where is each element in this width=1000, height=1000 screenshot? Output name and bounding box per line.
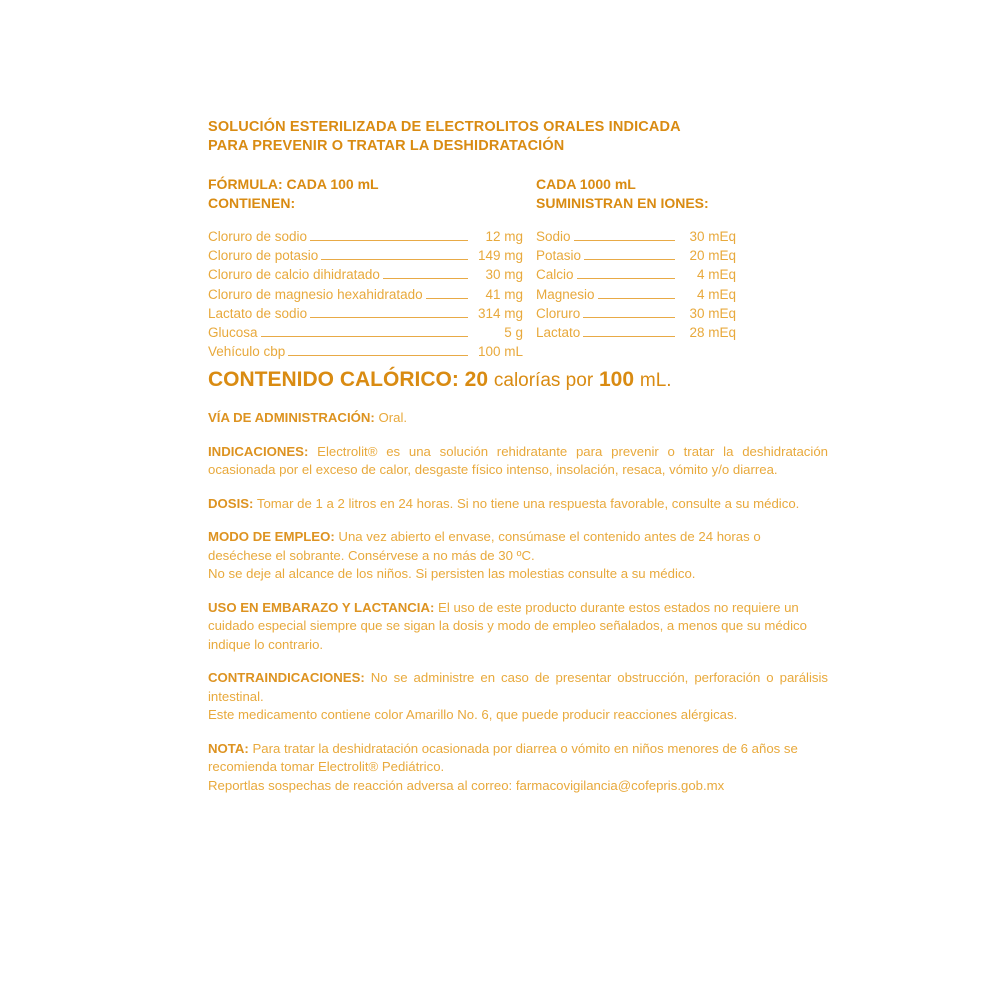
leader-line <box>584 259 675 260</box>
ion-row-value: 20 mEq <box>689 248 736 264</box>
ion-row <box>536 306 736 325</box>
leader-line <box>321 259 468 260</box>
modo-empleo-body: Una vez abierto el envase, consúmase el contenido antes de 24 horas o deséchese el sobrante. Consérvese a no más de 30 ºC. <box>208 529 761 563</box>
section-dosis <box>208 495 828 514</box>
ion-row <box>536 267 736 286</box>
ion-row <box>536 325 736 344</box>
uso-embarazo-heading: USO EN EMBARAZO Y LACTANCIA: <box>208 599 435 615</box>
section-uso-embarazo-lactancia <box>208 599 828 655</box>
ingredient-row-value: 30 mg <box>485 267 523 283</box>
ion-row-value: 4 mEq <box>696 267 736 283</box>
ingredient-row-name: Cloruro de potasio <box>208 248 319 264</box>
ingredients-column <box>208 229 523 363</box>
indicaciones-body: Electrolit® es una solución rehidratante para prevenir o tratar la deshidratación ocasionada por el exceso de calor, desgaste físico intenso, insolación, resaca, vómito y/o diarrea. <box>208 443 828 477</box>
ingredient-row-value: 100 mL <box>477 344 523 360</box>
label-title <box>208 118 828 155</box>
indicaciones-heading: INDICACIONES: <box>208 443 309 459</box>
leader-line <box>426 298 468 299</box>
leader-line <box>598 298 675 299</box>
ingredient-row-name: Cloruro de sodio <box>208 229 308 244</box>
ingredient-row-name: Vehículo cbp <box>208 344 286 360</box>
section-modo-empleo <box>208 528 828 584</box>
nota-heading: NOTA: <box>208 740 249 756</box>
nota-body-2: Reportlas sospechas de reacción adversa al correo: farmacovigilancia@cofepris.gob.mx <box>208 777 725 793</box>
leader-line <box>383 278 468 279</box>
ingredient-row-value: 149 mg <box>477 248 523 264</box>
ingredient-row <box>208 248 523 267</box>
caloric-amount: 20 <box>464 368 489 391</box>
formula-header-left-line-2: CONTIENEN: <box>208 194 296 211</box>
leader-line <box>583 317 675 318</box>
modo-empleo-heading: MODO DE EMPLEO: <box>208 529 335 544</box>
product-label-panel <box>208 118 828 810</box>
dosis-heading: DOSIS: <box>208 495 254 511</box>
caloric-unit-text: calorías por <box>493 370 594 391</box>
ingredient-row <box>208 229 523 248</box>
ion-row-name: Potasio <box>536 248 582 264</box>
formula-header-right <box>536 175 709 212</box>
leader-line <box>583 336 675 337</box>
ion-row-value: 30 mEq <box>689 305 736 321</box>
label-title-line-2: PARA PREVENIR O TRATAR LA DESHIDRATACIÓN <box>208 137 565 154</box>
ingredient-row-name: Cloruro de calcio dihidratado <box>208 267 380 283</box>
ions-column <box>536 229 736 344</box>
ion-row <box>536 229 736 248</box>
ion-row-name: Magnesio <box>536 286 595 302</box>
uso-embarazo-body: El uso de este producto durante estos estados no requiere un cuidado especial siempre que se sigan la dosis y modo de empleo señalados, a menos que su médico indique lo contrario. <box>208 599 807 652</box>
modo-empleo-body-2: No se deje al alcance de los niños. Si persisten las molestias consulte a su médico. <box>208 566 696 581</box>
caloric-content-heading <box>208 367 828 393</box>
ingredient-row <box>208 267 523 286</box>
ion-row-name: Lactato <box>536 324 581 340</box>
ingredient-row <box>208 344 523 363</box>
leader-line <box>288 355 468 356</box>
ingredient-row-value: 5 g <box>504 324 523 340</box>
contraindicaciones-heading: CONTRAINDICACIONES: <box>208 670 365 685</box>
ion-row <box>536 287 736 306</box>
section-contraindicaciones <box>208 669 828 725</box>
formula-header-right-line-2: SUMINISTRAN EN IONES: <box>536 194 709 211</box>
section-nota <box>208 740 828 796</box>
ingredient-row <box>208 287 523 306</box>
ingredient-row <box>208 325 523 344</box>
section-indicaciones <box>208 443 828 480</box>
nota-body: Para tratar la deshidratación ocasionada por diarrea o vómito en niños menores de 6 años se recomienda tomar Electrolit® Pediátrico. <box>208 740 798 774</box>
contraindicaciones-body-2: Este medicamento contiene color Amarillo No. 6, que puede producir reacciones alérgicas. <box>208 707 738 722</box>
ion-row <box>536 248 736 267</box>
ion-row-value: 28 mEq <box>689 324 736 340</box>
ingredient-row <box>208 306 523 325</box>
caloric-volume: 100 <box>599 368 635 391</box>
section-via-administracion <box>208 409 828 428</box>
ion-row-value: 30 mEq <box>689 229 736 244</box>
ingredient-row-name: Glucosa <box>208 324 258 340</box>
ion-row-name: Cloruro <box>536 305 581 321</box>
ingredient-row-name: Lactato de sodio <box>208 305 308 321</box>
formula-column-headers <box>208 175 828 217</box>
dosis-body: Tomar de 1 a 2 litros en 24 horas. Si no tiene una respuesta favorable, consulte a su médico. <box>253 495 800 511</box>
formula-header-right-line-1: CADA 1000 mL <box>536 176 636 192</box>
ingredient-row-name: Cloruro de magnesio hexahidratado <box>208 286 423 302</box>
leader-line <box>577 278 675 279</box>
leader-line <box>310 317 468 318</box>
composition-table <box>208 229 828 360</box>
formula-header-left <box>208 175 379 212</box>
ingredient-row-value: 314 mg <box>477 305 523 321</box>
caloric-volume-unit: mL. <box>639 370 672 391</box>
ingredient-row-value: 41 mg <box>485 286 523 302</box>
leader-line <box>310 240 468 241</box>
formula-header-left-line-1: FÓRMULA: CADA 100 mL <box>208 176 379 192</box>
contraindicaciones-body: No se administre en caso de presentar obstrucción, perforación o parálisis intestinal. <box>208 670 828 704</box>
leader-line <box>261 336 468 337</box>
via-administracion-body: Oral. <box>374 410 408 425</box>
ion-row-name: Calcio <box>536 267 574 283</box>
ion-row-value: 4 mEq <box>696 286 736 302</box>
via-administracion-heading: VÍA DE ADMINISTRACIÓN: <box>208 410 375 425</box>
leader-line <box>574 240 675 241</box>
label-title-line-1: SOLUCIÓN ESTERILIZADA DE ELECTROLITOS ORALES INDICADA <box>208 119 681 135</box>
caloric-label: CONTENIDO CALÓRICO: <box>208 368 459 391</box>
ion-row-name: Sodio <box>536 229 571 244</box>
ingredient-row-value: 12 mg <box>485 229 523 244</box>
